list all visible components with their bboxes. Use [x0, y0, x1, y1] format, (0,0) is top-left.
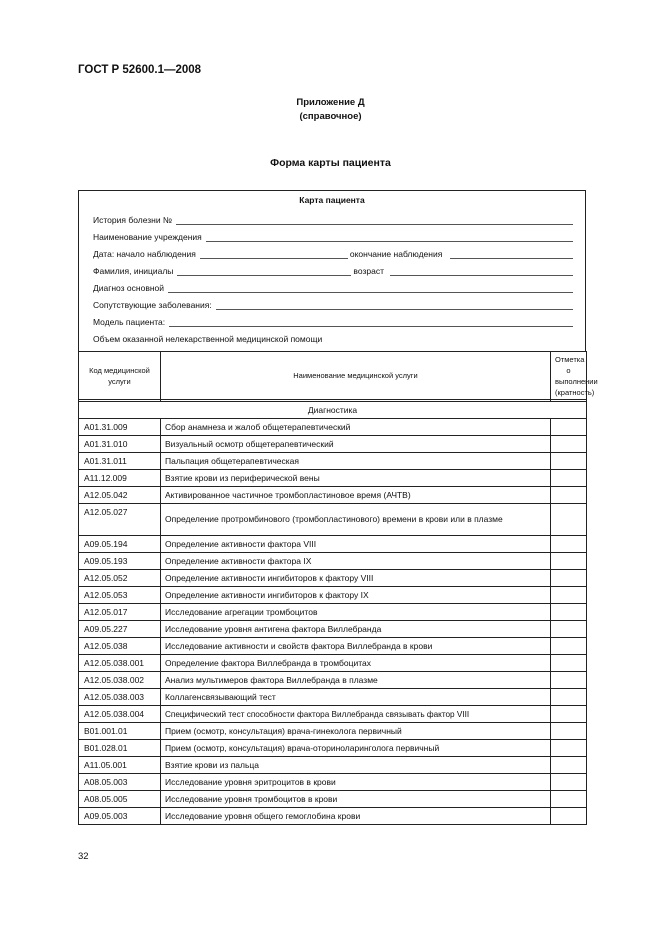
row-name: Определение фактора Виллебранда в тромбоцитах	[161, 655, 551, 672]
table-row	[79, 453, 587, 470]
row-name: Определение активности ингибиторов к фактору IX	[161, 587, 551, 604]
appendix-heading	[0, 96, 661, 124]
row-mark-cell[interactable]	[551, 436, 587, 453]
row-name: Коллагенсвязывающий тест	[161, 689, 551, 706]
table-row	[79, 419, 587, 436]
header-name: Наименование медицинской услуги	[161, 352, 551, 400]
row-code: А11.05.001	[79, 757, 161, 774]
row-code: А01.31.009	[79, 419, 161, 436]
row-code: А12.05.053	[79, 587, 161, 604]
volume-line	[93, 332, 573, 344]
row-name: Исследование уровня общего гемоглобина крови	[161, 808, 551, 825]
institution-line	[93, 230, 573, 242]
row-name: Активированное частичное тромбопластиновое время (АЧТВ)	[161, 487, 551, 504]
row-code: А12.05.042	[79, 487, 161, 504]
row-name: Определение протромбинового (тромбопластинового) времени в крови или в плазме	[161, 504, 551, 536]
row-name: Визуальный осмотр общетерапевтический	[161, 436, 551, 453]
history-line	[93, 213, 573, 225]
diagnosis-field[interactable]	[168, 283, 573, 293]
services-table	[78, 351, 598, 825]
row-code: А01.31.011	[79, 453, 161, 470]
patient-card	[78, 190, 586, 352]
row-mark-cell[interactable]	[551, 604, 587, 621]
row-name: Исследование уровня эритроцитов в крови	[161, 774, 551, 791]
table-row	[79, 706, 587, 723]
appendix-subtitle: (справочное)	[299, 111, 362, 122]
age-field[interactable]	[390, 266, 573, 276]
section-title: Диагностика	[79, 402, 587, 419]
row-code: А12.05.038	[79, 638, 161, 655]
row-mark-cell[interactable]	[551, 419, 587, 436]
diagnosis-label: Диагноз основной	[93, 283, 165, 293]
name-field[interactable]	[177, 266, 351, 276]
table-row	[79, 655, 587, 672]
table-row	[79, 723, 587, 740]
header-code: Код медицинской услуги	[79, 352, 161, 400]
model-field[interactable]	[169, 317, 573, 327]
row-code: А09.05.227	[79, 621, 161, 638]
name-label: Фамилия, инициалы	[93, 266, 174, 276]
row-name: Взятие крови из пальца	[161, 757, 551, 774]
row-name: Исследование уровня тромбоцитов в крови	[161, 791, 551, 808]
date-end-field[interactable]	[450, 249, 573, 259]
row-code: В01.028.01	[79, 740, 161, 757]
appendix-title: Приложение Д	[296, 97, 365, 108]
table-row	[79, 604, 587, 621]
row-name: Исследование активности и свойств фактора Виллебранда в крови	[161, 638, 551, 655]
row-mark-cell[interactable]	[551, 621, 587, 638]
comorbid-label: Сопутствующие заболевания:	[93, 300, 212, 310]
institution-field[interactable]	[206, 232, 573, 242]
table-row	[79, 672, 587, 689]
table-row	[79, 504, 587, 536]
table-row	[79, 791, 587, 808]
row-name: Прием (осмотр, консультация) врача-оториноларинголога первичный	[161, 740, 551, 757]
row-code: В01.001.01	[79, 723, 161, 740]
age-label: возраст	[353, 266, 384, 276]
history-label: История болезни №	[93, 215, 173, 225]
row-code: А12.05.027	[79, 504, 161, 536]
date-start-field[interactable]	[200, 249, 348, 259]
row-code: А09.05.193	[79, 553, 161, 570]
row-mark-cell[interactable]	[551, 638, 587, 655]
table-row	[79, 808, 587, 825]
row-mark-cell[interactable]	[551, 655, 587, 672]
row-code: А01.31.010	[79, 436, 161, 453]
row-name: Взятие крови из периферической вены	[161, 470, 551, 487]
row-mark-cell[interactable]	[551, 504, 587, 536]
row-code: А12.05.052	[79, 570, 161, 587]
table-row	[79, 638, 587, 655]
table-row	[79, 689, 587, 706]
row-mark-cell[interactable]	[551, 723, 587, 740]
row-code: А12.05.038.001	[79, 655, 161, 672]
table-row	[79, 470, 587, 487]
row-code: А12.05.017	[79, 604, 161, 621]
row-mark-cell[interactable]	[551, 553, 587, 570]
diagnosis-line	[93, 281, 573, 293]
row-mark-cell[interactable]	[551, 570, 587, 587]
comorbid-field[interactable]	[216, 300, 573, 310]
row-mark-cell[interactable]	[551, 791, 587, 808]
section-row	[79, 402, 587, 419]
name-line	[93, 264, 573, 276]
table-row	[79, 536, 587, 553]
row-code: А08.05.005	[79, 791, 161, 808]
row-mark-cell[interactable]	[551, 740, 587, 757]
document-code: ГОСТ Р 52600.1—2008	[78, 64, 202, 76]
table-row	[79, 774, 587, 791]
row-mark-cell[interactable]	[551, 536, 587, 553]
row-name: Определение активности фактора VIII	[161, 536, 551, 553]
row-mark-cell[interactable]	[551, 808, 587, 825]
row-code: А11.12.009	[79, 470, 161, 487]
row-mark-cell[interactable]	[551, 470, 587, 487]
row-mark-cell[interactable]	[551, 774, 587, 791]
page-number: 32	[78, 851, 89, 862]
table-row	[79, 553, 587, 570]
card-title: Карта пациента	[299, 195, 365, 205]
row-mark-cell[interactable]	[551, 757, 587, 774]
row-name: Определение активности ингибиторов к фактору VIII	[161, 570, 551, 587]
row-code: А09.05.194	[79, 536, 161, 553]
history-field[interactable]	[176, 215, 573, 225]
table-row	[79, 587, 587, 604]
table-row	[79, 621, 587, 638]
table-row	[79, 487, 587, 504]
row-mark-cell[interactable]	[551, 672, 587, 689]
table-header-row	[79, 352, 587, 400]
row-mark-cell[interactable]	[551, 587, 587, 604]
row-name: Исследование уровня антигена фактора Виллебранда	[161, 621, 551, 638]
row-name: Анализ мультимеров фактора Виллебранда в плазме	[161, 672, 551, 689]
row-name: Сбор анамнеза и жалоб общетерапевтический	[161, 419, 551, 436]
institution-label: Наименование учреждения	[93, 232, 202, 242]
row-code: А08.05.003	[79, 774, 161, 791]
volume-label: Объем оказанной нелекарственной медицинской помощи	[93, 334, 323, 344]
row-mark-cell[interactable]	[551, 453, 587, 470]
model-label: Модель пациента:	[93, 317, 166, 327]
date-end-label: окончание наблюдения	[349, 249, 443, 259]
row-name: Исследование агрегации тромбоцитов	[161, 604, 551, 621]
row-code: А12.05.038.004	[79, 706, 161, 723]
form-title: Форма карты пациента	[270, 157, 391, 169]
header-mark: Отметка о выполнении (кратность)	[551, 352, 587, 400]
row-name: Специфический тест способности фактора Виллебранда связывать фактор VIII	[161, 706, 551, 723]
table-row	[79, 757, 587, 774]
model-line	[93, 315, 573, 327]
row-name: Пальпация общетерапевтическая	[161, 453, 551, 470]
row-name: Определение активности фактора IX	[161, 553, 551, 570]
dates-line	[93, 247, 573, 259]
row-code: А09.05.003	[79, 808, 161, 825]
row-code: А12.05.038.002	[79, 672, 161, 689]
row-mark-cell[interactable]	[551, 487, 587, 504]
row-code: А12.05.038.003	[79, 689, 161, 706]
table-row	[79, 740, 587, 757]
table-row	[79, 436, 587, 453]
row-name: Прием (осмотр, консультация) врача-гинеколога первичный	[161, 723, 551, 740]
comorbid-line	[93, 298, 573, 310]
row-mark-cell[interactable]	[551, 706, 587, 723]
date-start-label: Дата: начало наблюдения	[93, 249, 196, 259]
table-row	[79, 570, 587, 587]
row-mark-cell[interactable]	[551, 689, 587, 706]
